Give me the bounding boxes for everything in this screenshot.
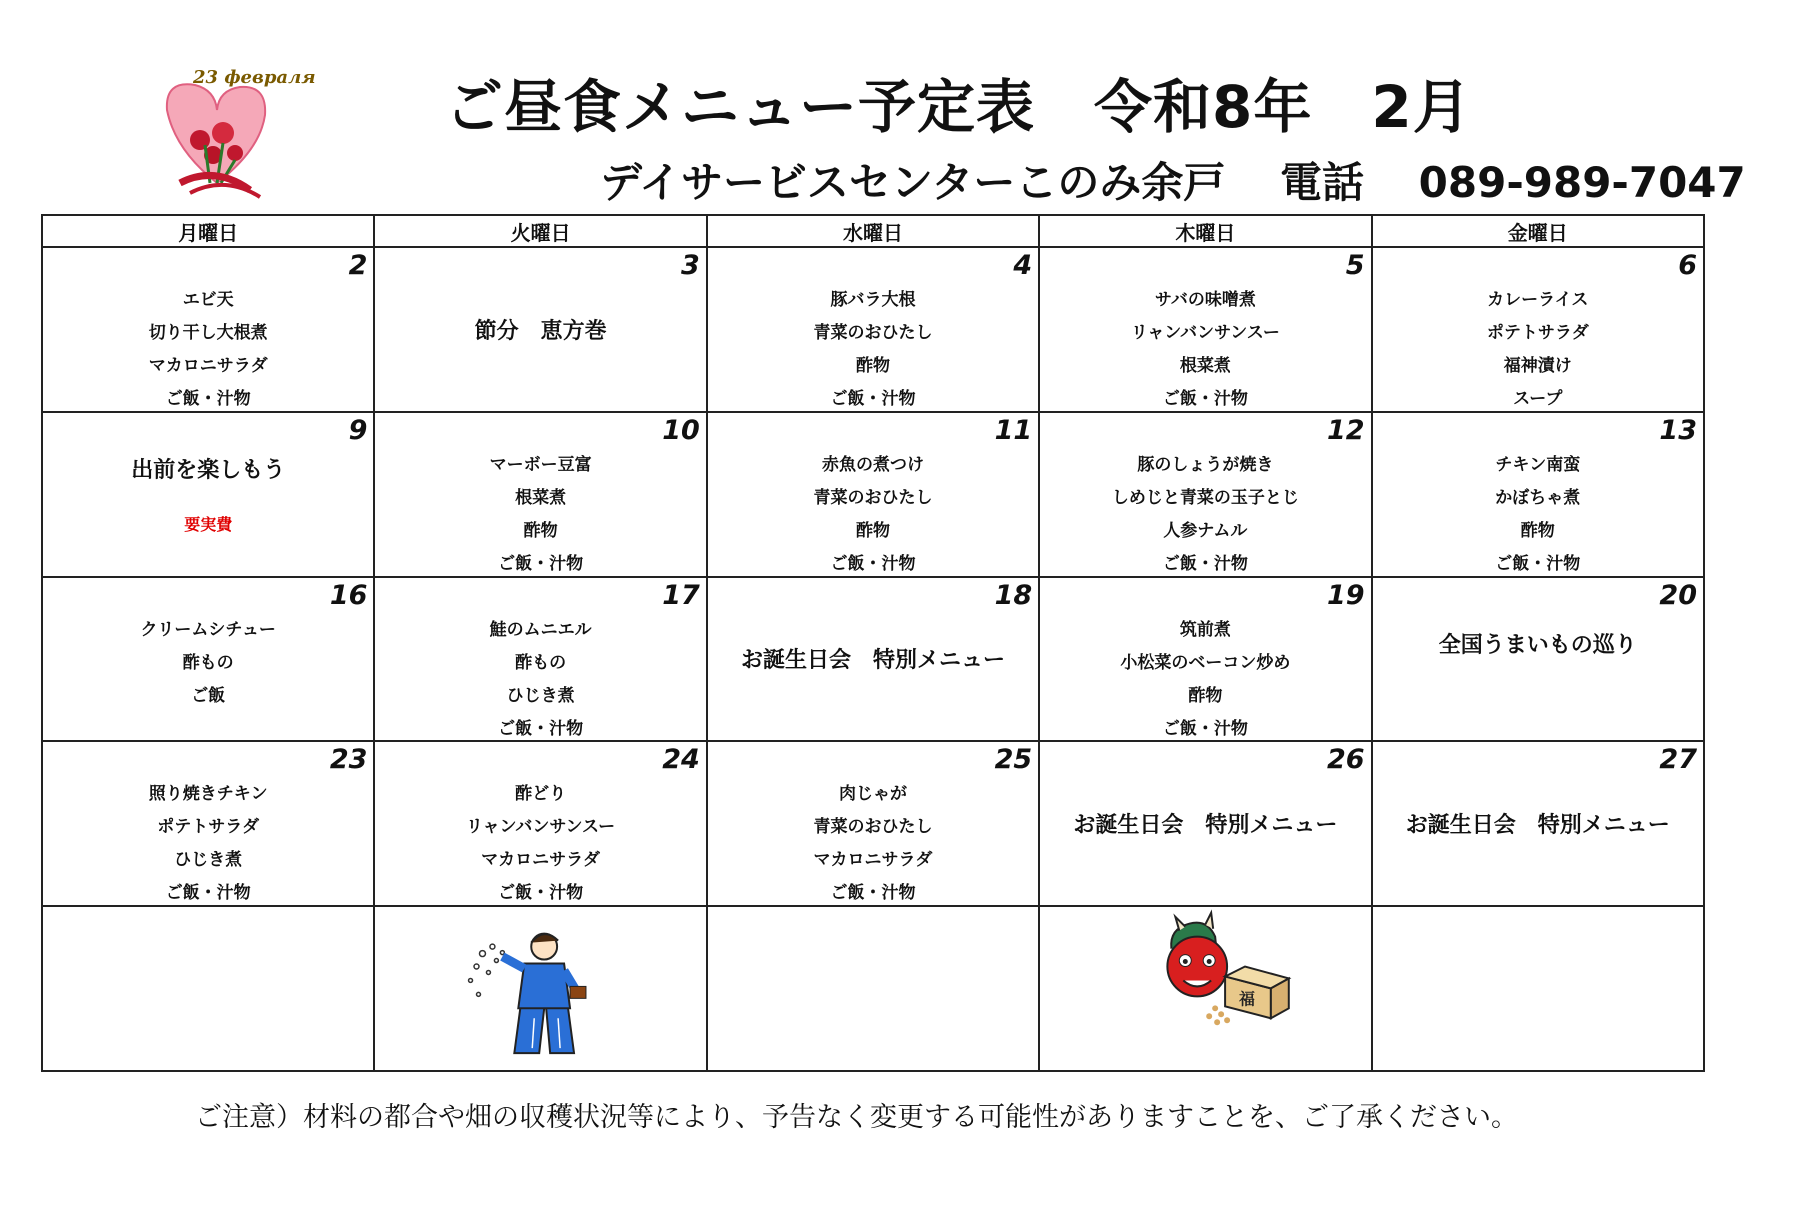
day-number: 24 — [662, 744, 700, 776]
menu-item: ご飯・汁物 — [1162, 553, 1248, 574]
menu-list — [1373, 284, 1703, 416]
menu-item: リャンバンサンスー — [466, 817, 616, 838]
menu-item: ご飯・汁物 — [498, 553, 584, 574]
menu-item: マカロニサラダ — [148, 356, 268, 376]
menu-item: 切り干し大根煮 — [148, 323, 268, 343]
day-number: 19 — [1326, 579, 1365, 611]
day-number: 10 — [662, 414, 700, 446]
weekday-monday: 月曜日 — [42, 215, 374, 247]
menu-item: ひじき煮 — [506, 685, 575, 706]
day-cell — [374, 577, 706, 742]
menu-item: 根菜煮 — [515, 487, 567, 508]
menu-list — [375, 449, 705, 581]
menu-item: 酢どり — [515, 784, 567, 805]
menu-list — [43, 284, 373, 416]
phone-label: 電話 — [1280, 158, 1365, 207]
menu-item: 鮭のムニエル — [489, 619, 592, 640]
menu-list — [708, 449, 1038, 581]
menu-item: 肉じゃが — [838, 784, 907, 805]
holiday-logo — [155, 65, 316, 200]
day-number: 26 — [1326, 744, 1365, 776]
menu-item: 筑前煮 — [1179, 619, 1231, 640]
weekday-header-row — [42, 215, 1704, 247]
special-menu-label: お誕生日会 特別メニュー — [740, 648, 1005, 674]
day-number: 9 — [348, 414, 368, 446]
oni-with-fuku-box-illustration — [1040, 907, 1370, 1070]
menu-item: 酢物 — [1188, 685, 1223, 706]
special-menu — [1040, 742, 1370, 905]
menu-item: 赤魚の煮つけ — [821, 454, 924, 475]
menu-item: 青菜のおひたし — [813, 323, 933, 343]
menu-calendar — [41, 214, 1705, 1072]
day-number: 12 — [1326, 414, 1365, 446]
menu-item: 照り焼きチキン — [148, 784, 268, 805]
special-menu — [708, 578, 1038, 741]
menu-item: かぼちゃ煮 — [1495, 487, 1581, 508]
week-row — [42, 412, 1704, 577]
page-title: ご昼食メニュー予定表 令和8年 2月 — [445, 73, 1472, 141]
menu-item: 酢物 — [523, 520, 558, 541]
day-number: 3 — [680, 250, 700, 281]
menu-item: しめじと青菜の玉子とじ — [1111, 487, 1299, 508]
facility-name: デイサービスセンターこのみ余戸 — [600, 158, 1226, 207]
menu-item: マーボー豆富 — [489, 454, 592, 475]
menu-item: チキン南蛮 — [1495, 454, 1581, 475]
day-cell — [1372, 247, 1704, 412]
empty-cell — [42, 906, 374, 1071]
empty-cell — [707, 906, 1039, 1071]
day-number: 4 — [1013, 250, 1033, 281]
menu-item: ひじき煮 — [174, 850, 243, 871]
logo-text: 23 февраля — [193, 67, 316, 88]
menu-item: ご飯・汁物 — [165, 883, 251, 904]
menu-list — [43, 778, 373, 910]
day-cell — [42, 741, 374, 906]
menu-list — [1373, 449, 1703, 581]
menu-item: ご飯・汁物 — [165, 389, 251, 409]
special-menu-label: 節分 恵方巻 — [474, 318, 607, 344]
menu-item: 根菜煮 — [1179, 356, 1231, 376]
day-cell — [42, 412, 374, 577]
day-number: 25 — [994, 744, 1033, 776]
menu-list — [1040, 284, 1370, 416]
menu-item: ポテトサラダ — [1486, 323, 1589, 343]
special-menu — [1373, 742, 1703, 905]
menu-item: ご飯・汁物 — [498, 883, 584, 904]
day-number: 5 — [1345, 250, 1365, 281]
special-menu-label: お誕生日会 特別メニュー — [1405, 813, 1670, 839]
phone-number: 089-989-7047 — [1418, 158, 1746, 207]
menu-item: ご飯・汁物 — [830, 883, 916, 904]
menu-item: 酢もの — [182, 652, 234, 673]
day-cell — [374, 247, 706, 412]
menu-item: 豚バラ大根 — [830, 290, 916, 310]
day-number: 20 — [1659, 579, 1697, 611]
facility-line — [600, 150, 1746, 210]
day-cell — [1039, 577, 1371, 742]
weekday-tuesday: 火曜日 — [374, 215, 706, 247]
day-number: 27 — [1659, 744, 1697, 776]
illustration-cell — [1039, 906, 1371, 1071]
day-cell — [1372, 741, 1704, 906]
illustration-row — [42, 906, 1704, 1071]
day-cell — [1039, 412, 1371, 577]
day-number: 2 — [348, 250, 368, 281]
day-cell — [1372, 577, 1704, 742]
menu-item: 酢物 — [855, 520, 890, 541]
weekday-friday: 金曜日 — [1372, 215, 1704, 247]
menu-list — [708, 778, 1038, 910]
menu-item: スープ — [1513, 389, 1563, 409]
special-menu-label: 全国うまいもの巡り — [1438, 632, 1637, 658]
empty-cell — [1372, 906, 1704, 1071]
weekday-thursday: 木曜日 — [1039, 215, 1371, 247]
weekday-wednesday: 水曜日 — [707, 215, 1039, 247]
day-number: 18 — [994, 579, 1033, 611]
special-menu-label: 出前を楽しもう — [131, 457, 286, 483]
menu-item: ご飯 — [191, 685, 226, 706]
menu-item: サバの味噌煮 — [1154, 290, 1256, 310]
special-menu — [1373, 578, 1703, 741]
day-cell — [707, 412, 1039, 577]
menu-item: 酢物 — [855, 356, 890, 376]
special-menu — [375, 248, 705, 411]
day-number: 16 — [329, 579, 368, 611]
disclaimer-note: ご注意）材料の都合や畑の収穫状況等により、予告なく変更する可能性がありますことを、ご了承ください。 — [195, 1102, 1518, 1133]
cost-note: 要実費 — [184, 514, 233, 534]
menu-list — [375, 614, 705, 746]
day-number: 17 — [662, 579, 700, 611]
day-number: 11 — [994, 414, 1033, 446]
menu-item: 青菜のおひたし — [813, 487, 933, 508]
menu-list — [1040, 449, 1370, 581]
menu-item: ご飯・汁物 — [1162, 718, 1248, 739]
week-row — [42, 741, 1704, 906]
menu-item: マカロニサラダ — [813, 850, 933, 871]
menu-item: リャンバンサンスー — [1130, 323, 1280, 343]
menu-item: 福神漬け — [1503, 356, 1572, 376]
menu-item: カレーライス — [1487, 290, 1589, 310]
menu-item: 酢もの — [515, 652, 567, 673]
menu-item: 青菜のおひたし — [813, 817, 933, 838]
menu-item: 小松菜のベーコン炒め — [1120, 652, 1291, 673]
day-cell — [42, 247, 374, 412]
menu-item: マカロニサラダ — [481, 850, 600, 871]
day-cell — [1039, 741, 1371, 906]
menu-list — [1040, 614, 1370, 746]
special-menu — [43, 413, 373, 576]
day-cell — [1372, 412, 1704, 577]
menu-list — [708, 284, 1038, 416]
day-cell — [374, 741, 706, 906]
fuku-box-text: 福 — [1239, 989, 1256, 1009]
day-cell — [374, 412, 706, 577]
menu-item: ご飯・汁物 — [830, 553, 916, 574]
day-cell — [707, 577, 1039, 742]
menu-item: エビ天 — [182, 290, 234, 310]
menu-item: 酢物 — [1520, 520, 1555, 541]
day-cell — [707, 741, 1039, 906]
menu-item: クリームシチュー — [140, 619, 276, 640]
day-number: 23 — [329, 744, 368, 776]
special-menu-label: お誕生日会 特別メニュー — [1073, 813, 1338, 839]
week-row — [42, 577, 1704, 742]
menu-item: ご飯・汁物 — [498, 718, 584, 739]
menu-list — [375, 778, 705, 910]
menu-item: ポテトサラダ — [157, 817, 260, 838]
bean-throwing-boy-illustration — [375, 907, 705, 1070]
illustration-cell — [374, 906, 706, 1071]
day-cell — [1039, 247, 1371, 412]
menu-item: ご飯・汁物 — [1495, 553, 1581, 574]
menu-list — [43, 614, 373, 713]
day-cell — [707, 247, 1039, 412]
menu-item: ご飯・汁物 — [830, 389, 916, 409]
week-row — [42, 247, 1704, 412]
day-number: 13 — [1659, 414, 1697, 446]
menu-item: 人参ナムル — [1163, 520, 1248, 541]
day-number: 6 — [1678, 250, 1697, 281]
day-cell — [42, 577, 374, 742]
menu-item: 豚のしょうが焼き — [1137, 454, 1274, 475]
menu-item: ご飯・汁物 — [1162, 389, 1248, 409]
